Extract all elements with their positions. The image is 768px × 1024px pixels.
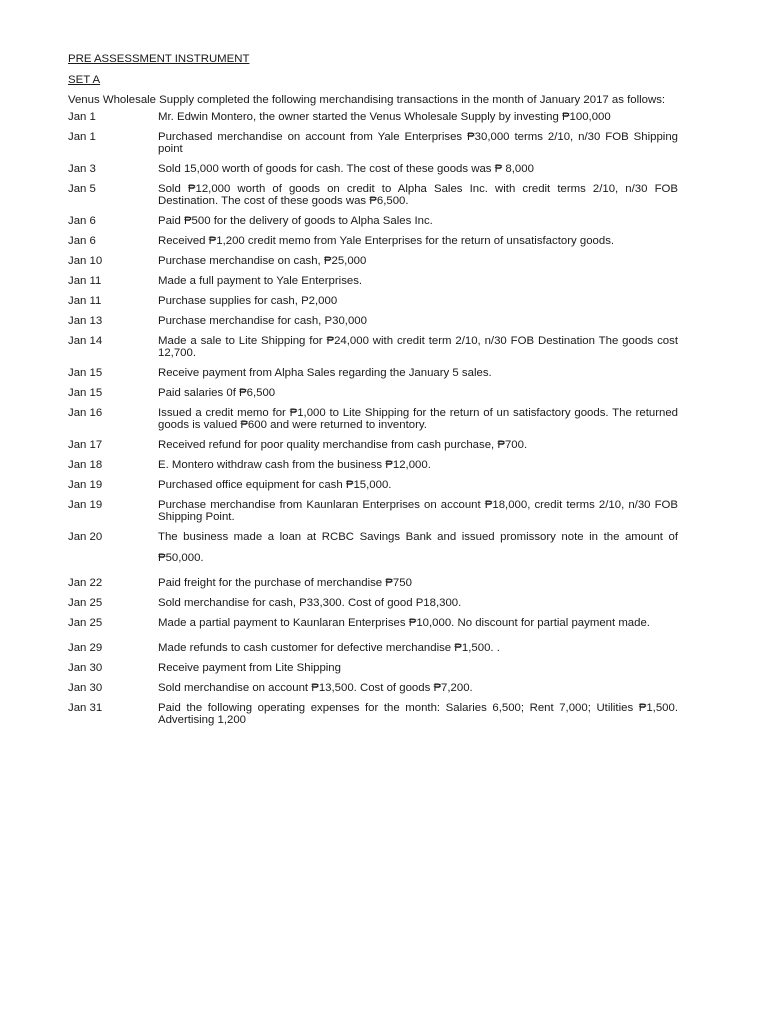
transaction-row — [68, 577, 678, 589]
transaction-description: Sold merchandise for cash, P33,300. Cost of good P18,300. — [158, 597, 462, 609]
transaction-date: Jan 18 — [68, 459, 103, 471]
transaction-date: Jan 30 — [68, 682, 103, 694]
transaction-date: Jan 15 — [68, 367, 103, 379]
transaction-row — [68, 459, 678, 471]
transaction-row — [68, 407, 678, 431]
transaction-row — [68, 662, 678, 674]
transaction-date: Jan 30 — [68, 662, 103, 674]
transaction-date: Jan 22 — [68, 577, 103, 589]
transaction-description: Issued a credit memo for ₱1,000 to Lite Shipping for the return of un satisfactory goods. The returned goods is valued ₱600 and were returned to inventory. — [158, 407, 678, 431]
transaction-date: Jan 16 — [68, 407, 103, 419]
transaction-description: Purchase merchandise from Kaunlaran Enterprises on account ₱18,000, credit terms 2/10, n/30 FOB Shipping Point. — [158, 499, 678, 523]
transaction-row — [68, 702, 678, 726]
transaction-row — [68, 682, 678, 694]
transaction-description: The business made a loan at RCBC Savings Bank and issued promissory note in the amount of ₱50,000. — [158, 531, 678, 564]
transaction-row — [68, 642, 678, 654]
transaction-date: Jan 6 — [68, 215, 96, 227]
transaction-row — [68, 235, 678, 247]
transaction-date: Jan 3 — [68, 163, 96, 175]
transaction-date: Jan 29 — [68, 642, 103, 654]
transaction-date: Jan 25 — [68, 617, 103, 629]
transaction-description: Paid ₱500 for the delivery of goods to Alpha Sales Inc. — [158, 215, 433, 227]
transaction-description: Purchase merchandise for cash, P30,000 — [158, 315, 367, 327]
transaction-description: E. Montero withdraw cash from the business ₱12,000. — [158, 459, 431, 471]
transaction-row — [68, 255, 678, 267]
transaction-description: Receive payment from Lite Shipping — [158, 662, 341, 674]
transaction-date: Jan 5 — [68, 183, 96, 195]
transaction-date: Jan 19 — [68, 499, 103, 511]
transaction-row — [68, 215, 678, 227]
transaction-row — [68, 111, 678, 123]
transaction-date: Jan 11 — [68, 275, 102, 287]
transaction-description: Purchased office equipment for cash ₱15,000. — [158, 479, 392, 491]
transaction-row — [68, 499, 678, 523]
transaction-description: Paid freight for the purchase of merchandise ₱750 — [158, 577, 412, 589]
transaction-description: Paid salaries 0f ₱6,500 — [158, 387, 276, 399]
transaction-row — [68, 597, 678, 609]
transaction-description: Received refund for poor quality merchandise from cash purchase, ₱700. — [158, 439, 528, 451]
transaction-description: Made a full payment to Yale Enterprises. — [158, 275, 363, 287]
transaction-description: Received ₱1,200 credit memo from Yale Enterprises for the return of unsatisfactory goods. — [158, 235, 615, 247]
intro-paragraph: Venus Wholesale Supply completed the following merchandising transactions in the month of January 2017 as follows: — [68, 94, 666, 106]
transaction-row — [68, 531, 678, 569]
transaction-row — [68, 295, 678, 307]
transaction-row — [68, 183, 678, 207]
transaction-row — [68, 335, 678, 359]
transaction-description: Sold ₱12,000 worth of goods on credit to Alpha Sales Inc. with credit terms 2/10, n/30 FOB Destination. The cost of these goods was ₱6,500. — [158, 183, 678, 207]
transaction-row — [68, 439, 678, 451]
transaction-row — [68, 163, 678, 175]
document-page — [68, 52, 678, 726]
transaction-date: Jan 17 — [68, 439, 103, 451]
document-title: PRE ASSESSMENT INSTRUMENT — [68, 53, 250, 65]
transaction-row — [68, 275, 678, 287]
transaction-description: Made a sale to Lite Shipping for ₱24,000 with credit term 2/10, n/30 FOB Destination The goods cost 12,700. — [158, 335, 678, 359]
transaction-description: Made refunds to cash customer for defective merchandise ₱1,500. . — [158, 642, 500, 654]
transaction-row — [68, 479, 678, 491]
transaction-description: Made a partial payment to Kaunlaran Enterprises ₱10,000. No discount for partial payment made. — [158, 617, 650, 629]
transaction-date: Jan 15 — [68, 387, 103, 399]
transaction-row — [68, 387, 678, 399]
transaction-date: Jan 20 — [68, 531, 103, 543]
transaction-row — [68, 617, 678, 634]
transaction-description: Purchased merchandise on account from Yale Enterprises ₱30,000 terms 2/10, n/30 FOB Shipping point — [158, 131, 678, 155]
transaction-row — [68, 315, 678, 327]
transaction-description: Sold 15,000 worth of goods for cash. The cost of these goods was ₱ 8,000 — [158, 163, 534, 175]
transaction-date: Jan 1 — [68, 111, 96, 123]
transaction-date: Jan 6 — [68, 235, 96, 247]
transaction-date: Jan 31 — [68, 702, 103, 714]
transaction-description: Purchase supplies for cash, P2,000 — [158, 295, 338, 307]
document-subtitle: SET A — [68, 74, 101, 86]
transaction-date: Jan 25 — [68, 597, 103, 609]
transaction-date: Jan 19 — [68, 479, 103, 491]
transaction-date: Jan 10 — [68, 255, 103, 267]
transaction-description: Paid the following operating expenses for the month: Salaries 6,500; Rent 7,000; Utilities ₱1,500. Advertising 1,200 — [158, 702, 678, 726]
transaction-description: Purchase merchandise on cash, ₱25,000 — [158, 255, 367, 267]
transaction-date: Jan 13 — [68, 315, 103, 327]
transaction-row — [68, 131, 678, 155]
transaction-description: Mr. Edwin Montero, the owner started the Venus Wholesale Supply by investing ₱100,000 — [158, 111, 611, 123]
transaction-date: Jan 11 — [68, 295, 102, 307]
transaction-description: Receive payment from Alpha Sales regarding the January 5 sales. — [158, 367, 492, 379]
transaction-row — [68, 367, 678, 379]
transaction-description: Sold merchandise on account ₱13,500. Cost of goods ₱7,200. — [158, 682, 473, 694]
transaction-date: Jan 1 — [68, 131, 96, 143]
transaction-list — [68, 111, 678, 726]
transaction-date: Jan 14 — [68, 335, 103, 347]
